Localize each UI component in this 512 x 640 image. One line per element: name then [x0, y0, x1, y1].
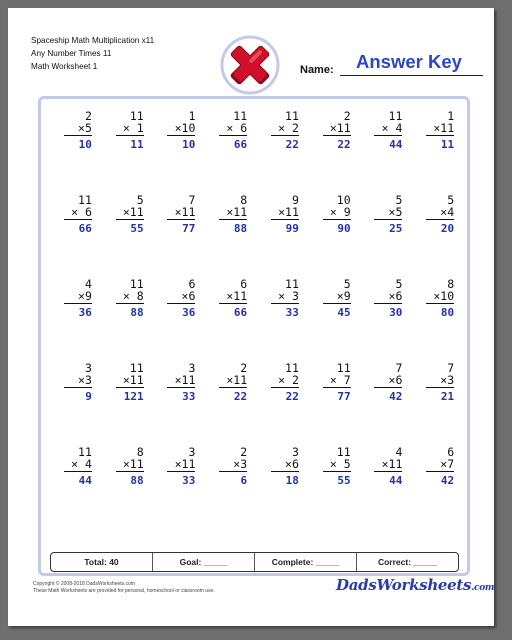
answer: 55: [337, 474, 351, 487]
answer-rule: [64, 219, 92, 220]
answer-rule: [116, 135, 144, 136]
answer: 36: [78, 306, 92, 319]
worksheet-subtitle: Any Number Times 11: [31, 49, 112, 58]
answer-rule: [426, 135, 454, 136]
answer: 66: [233, 138, 248, 151]
problem-item: [52, 111, 104, 195]
answer-rule: [374, 471, 402, 472]
answer: 121: [123, 390, 144, 403]
answer-rule: [323, 471, 351, 472]
answer-rule: [426, 387, 454, 388]
multiplier: ×9: [336, 288, 351, 303]
multiplier: ×11: [174, 204, 196, 219]
answer: 45: [337, 306, 351, 319]
answer: 42: [389, 390, 403, 403]
multiplier: ×10: [433, 288, 455, 303]
name-line: [340, 75, 483, 76]
multiplicand: 7: [188, 193, 196, 207]
brand-suffix: .com: [471, 583, 495, 593]
problem-stack: [167, 279, 195, 319]
multiplicand: 10: [336, 193, 351, 207]
answer-rule: [271, 135, 299, 136]
answer: 33: [182, 474, 196, 487]
answer-rule: [374, 387, 402, 388]
multiplicand: 4: [84, 277, 92, 291]
answer-rule: [116, 471, 144, 472]
problem-item: [104, 195, 156, 279]
multiplier: ×3: [78, 372, 92, 387]
problem-item: [363, 279, 415, 363]
multiplicand: 2: [240, 445, 248, 459]
multiplicand: 1: [447, 109, 455, 123]
answer-rule: [323, 219, 351, 220]
multiplier: ×3: [440, 372, 455, 387]
answer-rule: [219, 219, 247, 220]
answer: 20: [440, 222, 455, 235]
answer: 66: [78, 222, 92, 235]
problem-stack: [116, 279, 144, 319]
problem-item: [156, 195, 208, 279]
problem-item: [259, 111, 311, 195]
problem-stack: [374, 195, 402, 235]
multiplier: ×11: [278, 204, 299, 219]
answer-rule: [323, 387, 351, 388]
total-cell: Total: 40: [51, 553, 153, 571]
answer: 66: [233, 306, 248, 319]
multiplicand: 11: [129, 277, 144, 291]
multiplicand: 3: [84, 361, 92, 375]
problem-item: [363, 111, 415, 195]
multiplicand: 11: [78, 193, 92, 207]
problem-item: [311, 447, 363, 531]
answer-rule: [219, 135, 247, 136]
answer-rule: [64, 387, 92, 388]
answer-rule: [271, 387, 299, 388]
multiplier: ×11: [381, 456, 403, 471]
copyright-notice: [33, 581, 215, 595]
name-label: Name:: [300, 64, 334, 76]
multiplier: × 1: [122, 120, 144, 135]
score-bar: [50, 552, 459, 572]
answer: 6: [240, 474, 248, 487]
multiplier: ×11: [122, 204, 144, 219]
problem-item: [52, 363, 104, 447]
problem-stack: [426, 279, 454, 319]
multiplicand: 11: [129, 361, 144, 375]
multiplicand: 5: [395, 193, 403, 207]
answer: 21: [440, 390, 455, 403]
answer: 22: [233, 390, 248, 403]
problem-item: [414, 279, 466, 363]
answer: 99: [285, 222, 299, 235]
problem-stack: [374, 279, 402, 319]
multiplier: ×11: [226, 204, 248, 219]
problem-stack: [167, 195, 195, 235]
answer-rule: [426, 471, 454, 472]
answer-rule: [64, 303, 92, 304]
problem-stack: [219, 111, 247, 151]
problem-item: [311, 279, 363, 363]
multiplicand: 4: [395, 445, 403, 459]
answer-rule: [323, 135, 351, 136]
problem-stack: [271, 195, 299, 235]
answer: 55: [130, 222, 144, 235]
problem-stack: [219, 363, 247, 403]
problem-item: [414, 111, 466, 195]
problem-stack: [167, 447, 195, 487]
multiplicand: 11: [388, 109, 403, 123]
multiplier: × 6: [226, 120, 248, 135]
multiplier: ×6: [181, 288, 196, 303]
multiplier: ×7: [440, 456, 455, 471]
multiplicand: 3: [188, 445, 196, 459]
answer-rule: [167, 219, 195, 220]
answer-rule: [219, 387, 247, 388]
problem-item: [259, 447, 311, 531]
multiplicand: 1: [188, 109, 196, 123]
answer: 10: [78, 138, 92, 151]
answer: 77: [337, 390, 351, 403]
multiplicand: 3: [291, 445, 299, 459]
answer: 44: [389, 138, 403, 151]
multiplicand: 6: [188, 277, 196, 291]
problem-stack: [271, 111, 299, 151]
multiplicand: 8: [136, 445, 144, 459]
problem-item: [104, 279, 156, 363]
answer: 88: [130, 474, 144, 487]
problem-item: [52, 279, 104, 363]
multiplier: × 4: [71, 456, 92, 471]
answer-rule: [64, 471, 92, 472]
multiplier: × 4: [381, 120, 403, 135]
multiplier: ×11: [122, 456, 144, 471]
answer-rule: [116, 387, 144, 388]
problem-grid: [52, 111, 466, 531]
multiplier: × 3: [278, 288, 299, 303]
problem-stack: [116, 363, 144, 403]
answer: 80: [440, 306, 455, 319]
answer: 88: [233, 222, 248, 235]
multiplier: ×5: [78, 120, 92, 135]
problem-item: [207, 447, 259, 531]
problem-item: [414, 363, 466, 447]
answer: 44: [78, 474, 92, 487]
problem-stack: [271, 363, 299, 403]
answer: 33: [182, 390, 196, 403]
problem-item: [259, 195, 311, 279]
answer: 36: [182, 306, 196, 319]
answer-rule: [323, 303, 351, 304]
answer: 18: [285, 474, 299, 487]
problem-stack: [64, 279, 92, 319]
multiplier: ×5: [388, 204, 403, 219]
problem-item: [52, 195, 104, 279]
answer-rule: [271, 219, 299, 220]
problem-stack: [116, 447, 144, 487]
multiplier: ×6: [388, 372, 403, 387]
multiplicand: 9: [291, 193, 299, 207]
problem-stack: [64, 195, 92, 235]
usage-line: These Math Worksheets are provided for personal, homeschool or classroom use.: [33, 588, 215, 594]
answer: 44: [389, 474, 403, 487]
problem-stack: [116, 195, 144, 235]
problem-stack: [271, 279, 299, 319]
problem-stack: [219, 195, 247, 235]
problem-item: [207, 111, 259, 195]
problem-item: [207, 279, 259, 363]
multiplicand: 5: [447, 193, 455, 207]
problem-stack: [64, 447, 92, 487]
problem-item: [363, 363, 415, 447]
multiplicand: 5: [136, 193, 144, 207]
multiplier: ×11: [174, 372, 196, 387]
answer: 90: [337, 222, 351, 235]
multiplicand: 2: [240, 361, 248, 375]
problem-stack: [426, 195, 454, 235]
multiplicand: 11: [285, 277, 299, 291]
multiplicand: 8: [447, 277, 455, 291]
multiplier: ×11: [226, 288, 248, 303]
answer-rule: [426, 303, 454, 304]
answer: 22: [285, 390, 299, 403]
multiplicand: 5: [395, 277, 403, 291]
problem-item: [414, 447, 466, 531]
copyright-line: Copyright © 2008-2018 DadsWorksheets.com: [33, 581, 135, 587]
multiplier: × 9: [329, 204, 351, 219]
answer: 88: [130, 306, 144, 319]
problem-stack: [64, 363, 92, 403]
multiplicand: 6: [447, 445, 455, 459]
answer: 22: [337, 138, 351, 151]
problem-item: [259, 279, 311, 363]
answer-rule: [374, 219, 402, 220]
multiplier: ×11: [329, 120, 351, 135]
answer: 10: [182, 138, 196, 151]
multiplicand: 3: [188, 361, 196, 375]
problem-item: [104, 363, 156, 447]
answer-rule: [271, 303, 299, 304]
answer-rule: [116, 219, 144, 220]
multiplicand: 2: [84, 109, 92, 123]
multiplier: ×3: [233, 456, 248, 471]
correct-cell: Correct: _____: [377, 557, 438, 567]
answer-rule: [64, 135, 92, 136]
answer-rule: [219, 303, 247, 304]
multiplier: ×11: [433, 120, 455, 135]
answer: 9: [85, 390, 92, 403]
multiplicand: 8: [240, 193, 248, 207]
multiplicand: 11: [233, 109, 248, 123]
multiplier: ×11: [122, 372, 144, 387]
problem-item: [156, 363, 208, 447]
problem-stack: [426, 111, 454, 151]
answer-rule: [426, 219, 454, 220]
problem-stack: [271, 447, 299, 487]
multiplicand: 11: [336, 361, 351, 375]
multiplier: ×11: [226, 372, 248, 387]
problem-stack: [64, 111, 92, 151]
multiplicand: 11: [285, 109, 299, 123]
problem-stack: [219, 279, 247, 319]
problem-item: [259, 363, 311, 447]
problem-item: [104, 447, 156, 531]
multiplier: ×9: [78, 288, 92, 303]
multiplier: × 5: [329, 456, 351, 471]
answer: 30: [389, 306, 403, 319]
answer-rule: [116, 303, 144, 304]
answer-rule: [374, 303, 402, 304]
problem-item: [311, 195, 363, 279]
worksheet-title: Spaceship Math Multiplication x11: [31, 36, 155, 45]
problem-stack: [167, 363, 195, 403]
complete-cell: Complete: _____: [255, 553, 357, 571]
problem-stack: [219, 447, 247, 487]
multiplier: × 8: [122, 288, 144, 303]
problem-stack: [374, 363, 402, 403]
answer: 77: [182, 222, 196, 235]
worksheet-number: Math Worksheet 1: [31, 62, 98, 71]
multiplicand: 6: [240, 277, 248, 291]
answer-rule: [219, 471, 247, 472]
multiplicand: 11: [78, 445, 92, 459]
answer: 25: [389, 222, 403, 235]
brand-logo: [336, 576, 494, 594]
answer: 11: [130, 138, 144, 151]
answer-key-title: Answer Key: [356, 51, 462, 72]
problem-stack: [116, 111, 144, 151]
answer-rule: [167, 471, 195, 472]
problem-stack: [426, 447, 454, 487]
problem-item: [52, 447, 104, 531]
multiplicand: 7: [395, 361, 403, 375]
problem-item: [414, 195, 466, 279]
problem-item: [156, 111, 208, 195]
multiplicand: 11: [285, 361, 299, 375]
problem-item: [363, 195, 415, 279]
problem-stack: [167, 111, 195, 151]
answer-rule: [167, 303, 195, 304]
multiplier: ×10: [174, 120, 196, 135]
multiplier: × 6: [71, 204, 92, 219]
problem-item: [311, 363, 363, 447]
multiplier: × 2: [278, 372, 299, 387]
answer: 11: [440, 138, 455, 151]
multiplicand: 2: [343, 109, 351, 123]
problem-stack: [323, 111, 351, 151]
problem-stack: [323, 279, 351, 319]
problem-stack: [323, 363, 351, 403]
multiplier: ×6: [388, 288, 403, 303]
problem-item: [363, 447, 415, 531]
answer: 42: [440, 474, 455, 487]
worksheet-header: [31, 34, 154, 73]
multiplier: × 7: [329, 372, 351, 387]
problem-item: [104, 111, 156, 195]
answer-rule: [167, 135, 195, 136]
answer: 22: [285, 138, 299, 151]
multiplicand: 11: [336, 445, 351, 459]
brand-name: DadsWorksheets: [336, 576, 472, 594]
problem-stack: [374, 447, 402, 487]
problem-stack: [323, 195, 351, 235]
multiplier: ×11: [174, 456, 196, 471]
goal-cell: Goal: _____: [153, 553, 255, 571]
problem-stack: [323, 447, 351, 487]
answer-rule: [167, 387, 195, 388]
multiplicand: 11: [129, 109, 144, 123]
problem-item: [207, 195, 259, 279]
answer-rule: [271, 471, 299, 472]
multiplicand: 7: [447, 361, 455, 375]
problem-stack: [374, 111, 402, 151]
problem-item: [207, 363, 259, 447]
multiplicand: 5: [343, 277, 351, 291]
answer-rule: [374, 135, 402, 136]
problem-item: [311, 111, 363, 195]
problem-stack: [426, 363, 454, 403]
multiplier: ×4: [440, 204, 455, 219]
problem-item: [156, 447, 208, 531]
red-x-icon: [220, 35, 280, 95]
multiplier: × 2: [278, 120, 299, 135]
answer: 33: [285, 306, 299, 319]
problem-item: [156, 279, 208, 363]
multiplier: ×6: [285, 456, 299, 471]
